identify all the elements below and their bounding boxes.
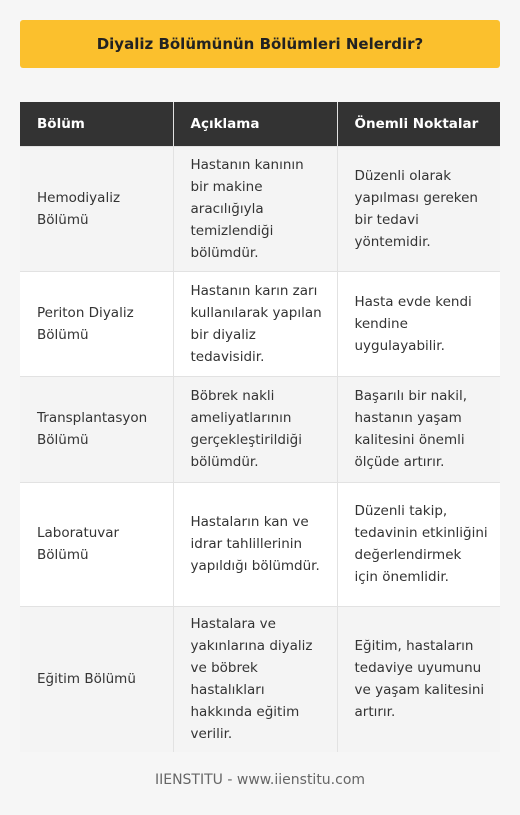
- cell-section: Periton Diyaliz Bölümü: [20, 271, 173, 376]
- cell-description: Böbrek nakli ameliyatlarının gerçekleştirildiği bölümdür.: [173, 376, 337, 482]
- cell-key-points: Hasta evde kendi kendine uygulayabilir.: [337, 271, 500, 376]
- column-header-section: Bölüm: [20, 102, 173, 146]
- table-header-row: [20, 102, 500, 146]
- column-header-description: Açıklama: [173, 102, 337, 146]
- column-header-key-points: Önemli Noktalar: [337, 102, 500, 146]
- table-row: [20, 606, 500, 752]
- cell-description: Hastanın kanının bir makine aracılığıyla temizlendiği bölümdür.: [173, 146, 337, 271]
- cell-description: Hastalara ve yakınlarına diyaliz ve böbrek hastalıkları hakkında eğitim verilir.: [173, 606, 337, 752]
- sections-table: [20, 102, 500, 752]
- cell-key-points: Düzenli olarak yapılması gereken bir tedavi yöntemidir.: [337, 146, 500, 271]
- table-row: [20, 482, 500, 606]
- title-banner: [20, 20, 500, 68]
- cell-section: Laboratuvar Bölümü: [20, 482, 173, 606]
- cell-section: Hemodiyaliz Bölümü: [20, 146, 173, 271]
- cell-key-points: Eğitim, hastaların tedaviye uyumunu ve yaşam kalitesini artırır.: [337, 606, 500, 752]
- cell-key-points: Düzenli takip, tedavinin etkinliğini değerlendirmek için önemlidir.: [337, 482, 500, 606]
- cell-description: Hastanın karın zarı kullanılarak yapılan bir diyaliz tedavisidir.: [173, 271, 337, 376]
- cell-section: Eğitim Bölümü: [20, 606, 173, 752]
- cell-key-points: Başarılı bir nakil, hastanın yaşam kalitesini önemli ölçüde artırır.: [337, 376, 500, 482]
- table-row: [20, 146, 500, 271]
- page-title: Diyaliz Bölümünün Bölümleri Nelerdir?: [96, 35, 424, 53]
- table-row: [20, 271, 500, 376]
- cell-description: Hastaların kan ve idrar tahlillerinin yapıldığı bölümdür.: [173, 482, 337, 606]
- cell-section: Transplantasyon Bölümü: [20, 376, 173, 482]
- table-row: [20, 376, 500, 482]
- footer-credit: IIENSTITU - www.iienstitu.com: [154, 772, 366, 788]
